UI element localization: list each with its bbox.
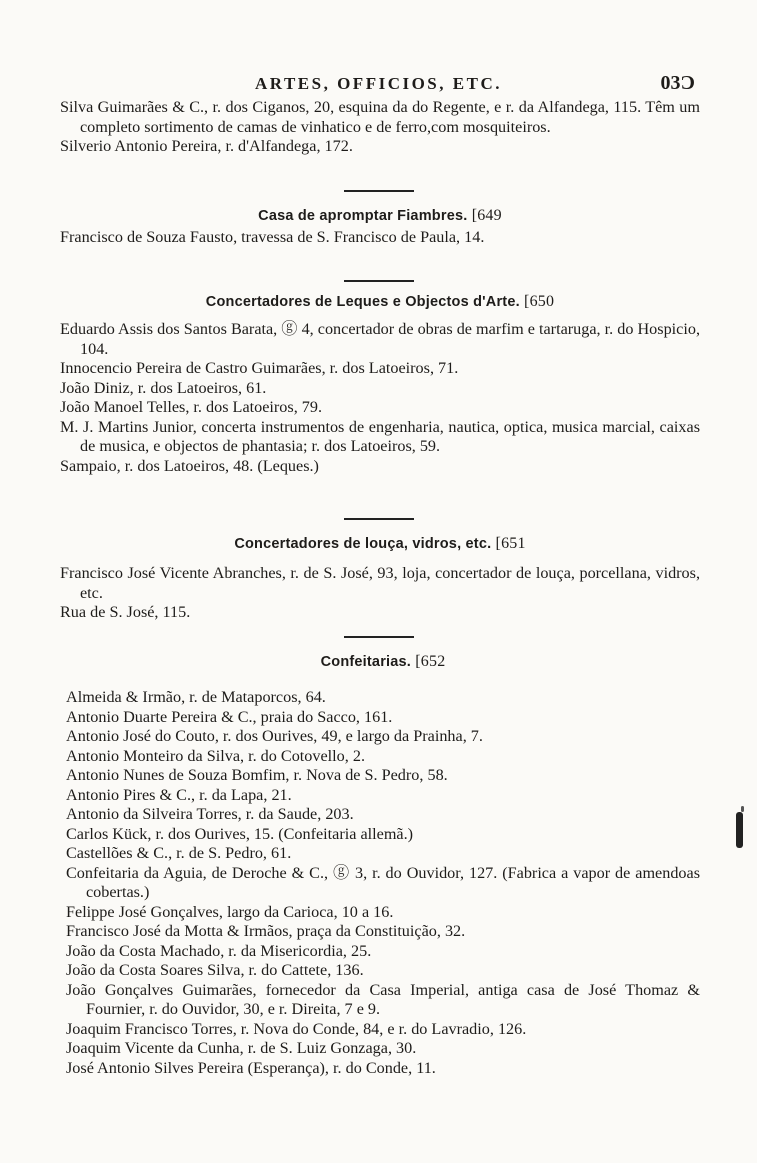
list-item: Rua de S. José, 115. [60,603,191,621]
section-confeitarias [66,650,700,1078]
list-item: M. J. Martins Junior, concerta instrumentos de engenharia, nautica, optica, musica marcial, caixas de musica, e objectos de phantasia; r. dos Latoeiros, 59. [60,417,700,455]
list-item: Joaquim Vicente da Cunha, r. de S. Luiz Gonzaga, 30. [66,1039,417,1057]
section-divider [344,280,414,282]
section-heading [60,204,700,228]
list-item: Eduardo Assis dos Santos Barata, ⓖ 4, concertador de obras de marfim e tartaruga, r. do Hospicio, 104. [60,320,700,358]
list-item: Confeitaria da Aguia, de Deroche & C., ⓖ 3, r. do Ouvidor, 127. (Fabrica a vapor de amendoas cobertas.) [66,863,700,901]
list-item: Silverio Antonio Pereira, r. d'Alfandega, 172. [60,137,353,155]
list-item: Joaquim Francisco Torres, r. Nova do Conde, 84, e r. do Lavradio, 126. [66,1019,527,1038]
section-louca [60,532,700,623]
list-item: José Antonio Silves Pereira (Esperança), r. do Conde, 11. [66,1058,436,1077]
list-item: Antonio Pires & C., r. da Lapa, 21. [66,785,292,804]
list-item: João Diniz, r. dos Latoeiros, 61. [60,378,267,397]
list-item: Carlos Kück, r. dos Ourives, 15. (Confeitaria allemã.) [66,824,414,843]
list-item: Castellões & C., r. de S. Pedro, 61. [66,844,292,862]
section-heading [60,290,700,314]
section-title: Confeitarias. [320,654,412,670]
section-heading [60,532,700,556]
list-item: Francisco José da Motta & Irmãos, praça da Constituição, 32. [66,922,466,940]
margin-ink-mark [736,812,743,848]
section-divider [344,636,414,638]
section-title: Concertadores de Leques e Objectos d'Arte. [205,294,520,310]
list-item: Antonio Duarte Pereira & C., praia do Sacco, 161. [66,707,393,726]
list-item: Almeida & Irmão, r. de Mataporcos, 64. [66,688,326,706]
list-item: Antonio José do Couto, r. dos Ourives, 49, e largo da Prainha, 7. [66,727,483,745]
list-item: Francisco de Souza Fausto, travessa de S. Francisco de Paula, 14. [60,228,485,246]
list-item: Antonio da Silveira Torres, r. da Saude, 203. [66,805,354,823]
list-item: Silva Guimarães & C., r. dos Ciganos, 20, esquina da do Regente, e r. da Alfandega, 115. Têm um completo sortimento de camas de vinhatico e de ferro,com mosquiteiros. [60,98,700,136]
list-item: Francisco José Vicente Abranches, r. de S. José, 93, loja, concertador de louça, porcellana, vidros, etc. [60,564,700,602]
page-number: 03Ɔ [660,72,695,94]
section-fiambres [60,204,700,248]
list-item: Antonio Nunes de Souza Bomfim, r. Nova de S. Pedro, 58. [66,766,448,784]
section-leques [60,290,700,476]
list-item: João Gonçalves Guimarães, fornecedor da Casa Imperial, antiga casa de José Thomaz & Fournier, r. do Ouvidor, 30, e r. Direita, 7 e 9. [66,980,700,1018]
list-item: Sampaio, r. dos Latoeiros, 48. (Leques.) [60,456,319,475]
running-title: ARTES, OFFICIOS, ETC. [255,74,502,93]
list-item: João Manoel Telles, r. dos Latoeiros, 79. [60,398,323,416]
list-item: João da Costa Soares Silva, r. do Cattete, 136. [66,961,364,979]
list-item: Felippe José Gonçalves, largo da Carioca, 10 a 16. [66,902,394,921]
list-item: João da Costa Machado, r. da Misericordia, 25. [66,941,372,960]
section-number: [651 [495,535,526,552]
list-item: Innocencio Pereira de Castro Guimarães, r. dos Latoeiros, 71. [60,359,459,377]
list-item: Antonio Monteiro da Silva, r. do Cotovello, 2. [66,746,366,765]
section-divider [344,518,414,520]
section-divider [344,190,414,192]
section-heading [66,650,700,674]
section-number: [650 [524,293,555,310]
section-number: [652 [415,653,446,670]
section-number: [649 [471,207,502,224]
section-title: Concertadores de louça, vidros, etc. [234,536,492,552]
ink-speck [741,806,744,812]
intro-entries [60,98,700,157]
section-title: Casa de apromptar Fiambres. [258,208,468,224]
running-head [0,70,757,100]
